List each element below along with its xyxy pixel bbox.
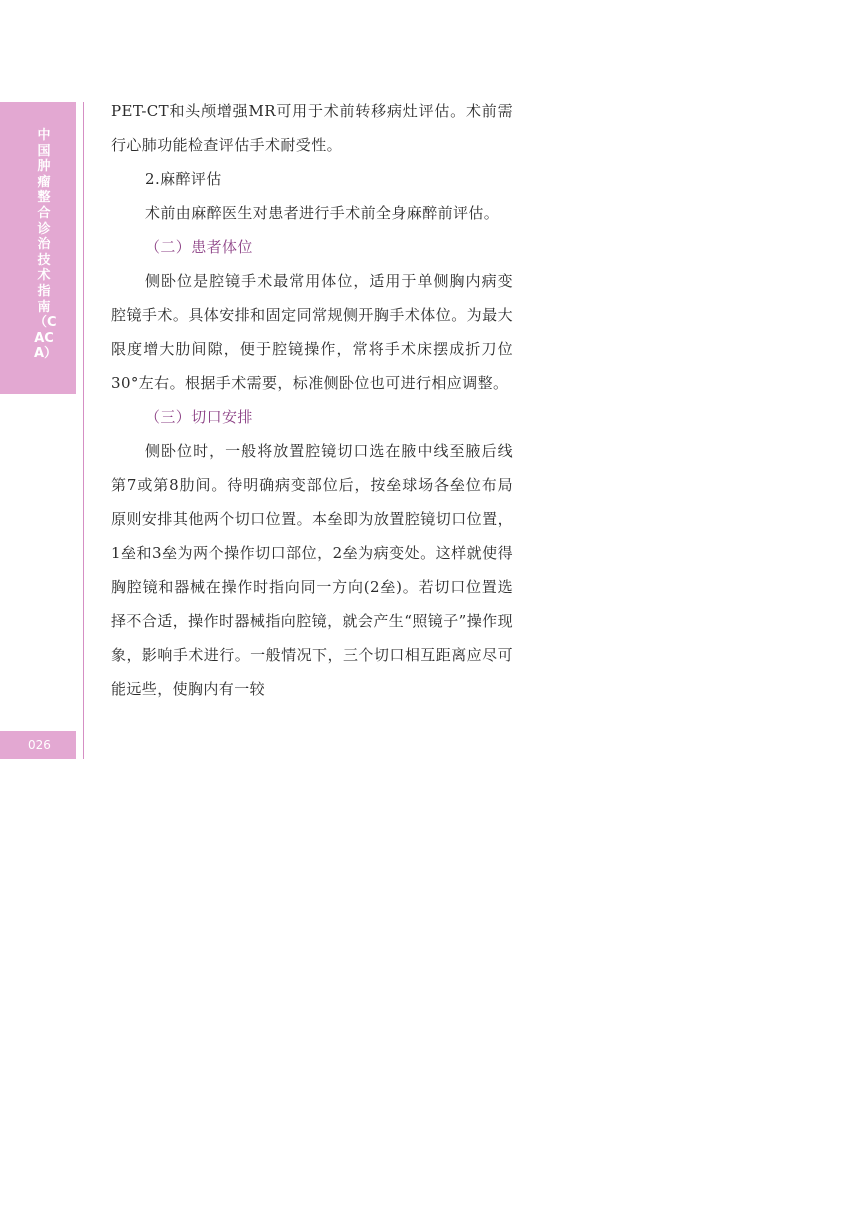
paragraph-position: 侧卧位是腔镜手术最常用体位，适用于单侧胸内病变腔镜手术。具体安排和固定同常规侧开胸手术体位。为最大限度增大肋间隙，便于腔镜操作，常将手术床摆成折刀位30°左右。根据手术需要，标准侧卧位也可进行相应调整。 [111,272,513,392]
section-heading-incision: （三）切口安排 [145,408,253,426]
paragraph-anesthesia: 术前由麻醉医生对患者进行手术前全身麻醉前评估。 [145,204,500,222]
paragraph-pet-ct: PET-CT和头颅增强MR可用于术前转移病灶评估。术前需行心肺功能检查评估手术耐受性。 [111,102,513,154]
page-number: 026 [28,738,51,752]
sidebar-title: 中国肿瘤整合诊治技术指南（CACA） [34,128,58,362]
vertical-divider [83,102,84,759]
section-heading-position: （二）患者体位 [145,238,253,256]
main-content [111,94,513,706]
paragraph-incision: 侧卧位时，一般将放置腔镜切口选在腋中线至腋后线第7或第8肋间。待明确病变部位后，按垒球场各垒位布局原则安排其他两个切口位置。本垒即为放置腔镜切口位置，1垒和3垒为两个操作切口部位，2垒为病变处。这样就使得胸腔镜和器械在操作时指向同一方向(2垒)。若切口位置选择不合适，操作时器械指向腔镜，就会产生“照镜子”操作现象，影响手术进行。一般情况下，三个切口相互距离应尽可能远些，使胸内有一较 [111,442,513,698]
subheading-anesthesia: 2.麻醉评估 [145,170,222,188]
